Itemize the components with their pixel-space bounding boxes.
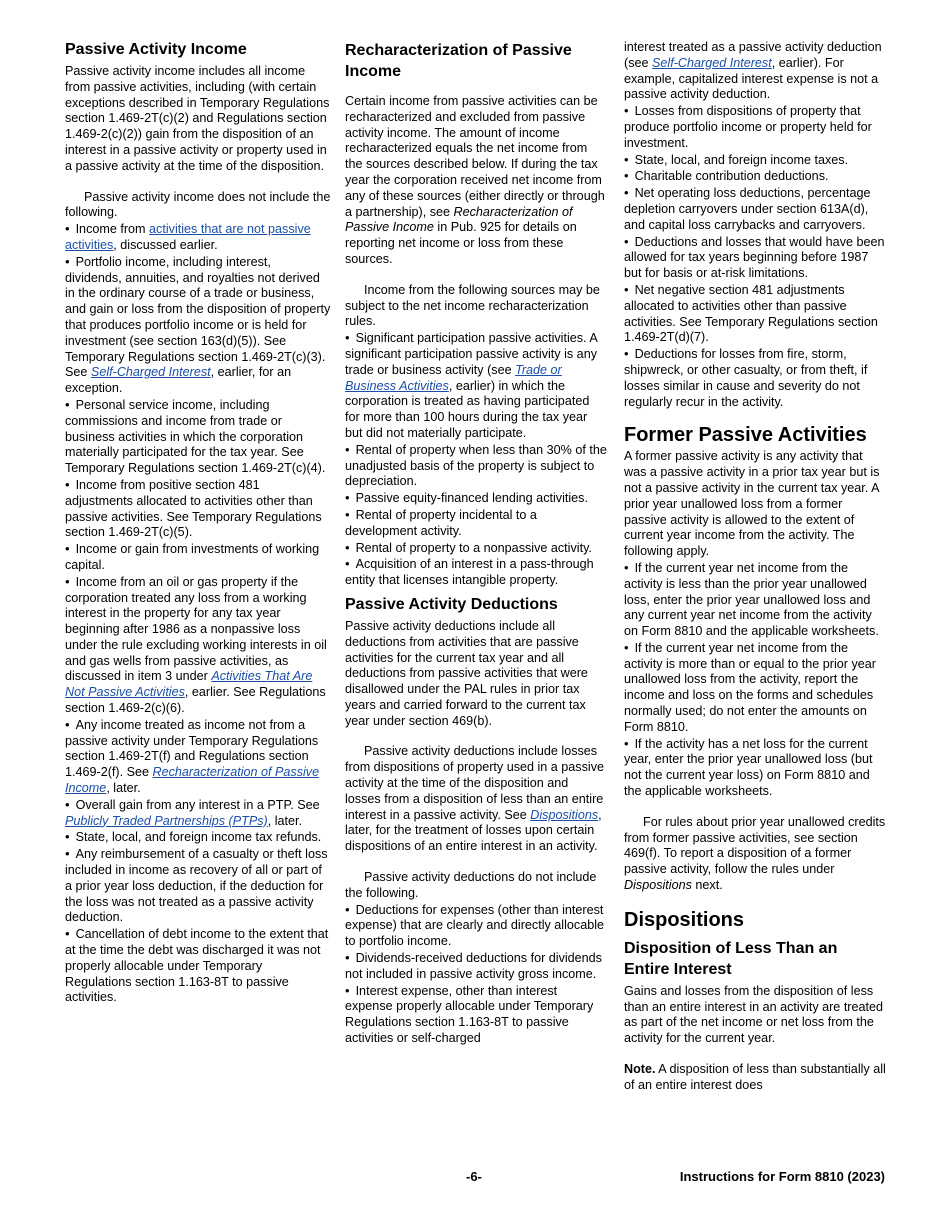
bullet-item: • Deductions and losses that would have been allowed for tax years beginning before 1987 but for basis or at-risk limitations. [624, 234, 886, 282]
bullet-item: • If the current year net income from the activity is more than or equal to the prior year unallowed loss from the activity, report the income and loss on the forms and schedules normally used; do not enter the amounts on Form 8810. [624, 640, 886, 736]
link-self-charged-interest-2[interactable]: Self-Charged Interest [652, 55, 772, 70]
bullet-item: • Portfolio income, including interest, dividends, annuities, and royalties not derived in the ordinary course of a trade or business, and gain or loss from the disposition of property that produces portfolio income or is held for investment (see section 163(d)(5)). See Temporary Regulations section 1.469-2T(c)(3). See Self-Charged Interest, earlier, for an exception. [65, 254, 331, 397]
link-trade-or-business-activities[interactable]: Trade or Business Activities [345, 362, 562, 393]
paragraph: Passive activity deductions do not include the following. [345, 870, 597, 900]
column-1 [65, 40, 331, 1006]
note-paragraph: Note. A disposition of less than substantially all of an entire interest does [624, 1062, 886, 1092]
page-number: -6- [466, 1169, 482, 1184]
bullet-item: • Deductions for losses from fire, storm, shipwreck, or other casualty, or from theft, if losses similar in cause and severity do not regularly recur in the activity. [624, 346, 886, 410]
paragraph: Passive activity income includes all income from passive activities, including (with certain exceptions described in Temporary Regulations section 1.469-2T(c)(2) and Regulations section 1.469-2(c)(2)) gain from the disposition of an interest in a passive activity or property used in a passive activity at the time of the disposition. [65, 64, 330, 173]
link-activities-not-passive[interactable]: activities that are not passive activities [65, 222, 311, 252]
section-heading-dispositions: Dispositions [624, 908, 745, 931]
bullet-item: • Rental of property to a nonpassive activity. [345, 540, 607, 557]
bullet-item: • Net operating loss deductions, percentage depletion carryovers under section 613A(d), and capital loss carrybacks and carryovers. [624, 185, 886, 233]
section-heading-passive-activity-income: Passive Activity Income [65, 41, 247, 58]
section-heading-passive-activity-deductions: Passive Activity Deductions [345, 595, 558, 613]
link-ptps[interactable]: Publicly Traded Partnerships (PTPs) [65, 813, 268, 828]
bullet-item: • Cancellation of debt income to the extent that at the time the debt was discharged it was not properly allocable under Temporary Regulations section 1.163-8T to passive activities. [65, 926, 331, 1006]
paragraph: A former passive activity is any activity that was a passive activity in a prior tax year but is not a passive activity in the current tax year. A prior year unallowed loss from a former passive activity is allowed to the extent of current year income from the activity. The following apply. [624, 449, 880, 559]
bullet-item: • Rental of property when less than 30% of the unadjusted basis of the property is subject to depreciation. [345, 442, 607, 490]
bullet-item: • Losses from dispositions of property that produce portfolio income or property held for investment. [624, 103, 886, 151]
bullet-item: • If the activity has a net loss for the current year, enter the prior year unallowed loss (but not the current year loss) on Form 8810 and the applicable worksheets. [624, 736, 886, 800]
bullet-item: • Any reimbursement of a casualty or theft loss included in income as recovery of all or part of a prior year loss deduction, if the deduction for the loss was not treated as a passive activity deduction. [65, 846, 331, 926]
bullet-item: • Interest expense, other than interest expense properly allocable under Temporary Regulations section 1.163-8T to passive activities or self-charged [345, 983, 607, 1047]
bullet-item: • State, local, and foreign income taxes. [624, 152, 886, 169]
paragraph: Certain income from passive activities can be recharacterized and excluded from passive activity income. The amount of income recharacterized equals the net income from the sources described below. If during the tax year the corporation received net income from any of these sources (either directly or through a partnership), see Recharacterization of Passive Income in Pub. 925 for details on reporting net income or loss from these sources. [345, 94, 605, 266]
bullet-item: • Income from positive section 481 adjustments allocated to activities other than passive activities. See Temporary Regulations section 1.469-2T(c)(5). [65, 477, 331, 541]
paragraph: Gains and losses from the disposition of less than an entire interest in an activity are treated as part of the net income or net loss from the activity for the current year. [624, 983, 884, 1046]
note-label: Note. [624, 1062, 656, 1077]
section-heading-former-passive-activities: Former Passive Activities [624, 424, 867, 447]
footer-title: Instructions for Form 8810 (2023) [679, 1169, 885, 1184]
paragraph: Passive activity income does not include the following. [65, 189, 331, 220]
column-3 [624, 40, 886, 1094]
link-dispositions[interactable]: Dispositions [530, 807, 599, 822]
bullet-item: • Charitable contribution deductions. [624, 168, 886, 185]
paragraph: For rules about prior year unallowed credits from former passive activities, see section 469(f). To report a disposition of a former passive activity, follow the rules under Dispositions next. [624, 814, 886, 893]
bullet-item: • Net negative section 481 adjustments allocated to activities other than passive activities. See Temporary Regulations section 1.469-2T(d)(7). [624, 282, 886, 346]
paragraph: Income from the following sources may be subject to the net income recharacterization rules. [345, 282, 600, 329]
link-self-charged-interest[interactable]: Self-Charged Interest [90, 365, 211, 380]
column-2 [345, 40, 607, 1047]
link-activities-not-passive-activities[interactable]: Activities That Are Not Passive Activities [65, 669, 313, 700]
bullet-item: • Acquisition of an interest in a pass-through entity that licenses intangible property. [345, 556, 607, 589]
subsection-heading-less-than-entire-interest: Disposition of Less Than an Entire Interest [624, 939, 838, 978]
bullet-item: • Rental of property incidental to a development activity. [345, 507, 607, 540]
bullet-item: • Income from activities that are not passive activities, discussed earlier. [65, 221, 331, 254]
paragraph: Passive activity deductions include losses from dispositions of property used in a passive activity at the time of the disposition and losses from a disposition of less than an entire interest in a passive activity. See Dispositions, later, for the treatment of losses upon certain dispositions of an entire interest in an activity. [345, 744, 605, 854]
paragraph: interest treated as a passive activity deduction (see Self-Charged Interest, earlier). For example, capitalized interest expense is not a passive activity deduction. [624, 40, 882, 102]
bullet-item: • Personal service income, including commissions and income from trade or business activities in which the corporation materially participated for the tax year. See Temporary Regulations section 1.469-2T(c)(4). [65, 397, 331, 477]
bullet-item: • Overall gain from any interest in a PTP. See Publicly Traded Partnerships (PTPs), later. [65, 797, 331, 830]
section-heading-recharacterization: Recharacterization of Passive Income [345, 42, 572, 80]
bullet-item: • Income or gain from investments of working capital. [65, 541, 331, 574]
bullet-item: • Passive equity-financed lending activities. [345, 490, 607, 507]
link-recharacterization[interactable]: Recharacterization of Passive Income [65, 765, 320, 796]
bullet-item: • Deductions for expenses (other than interest expense) that are clearly and directly allocable to portfolio income. [345, 902, 607, 950]
bullet-item: • If the current year net income from the activity is less than the prior year unallowed loss, enter the prior year unallowed loss and any current year net income from the activity on Form 8810 and the applicable worksheets. [624, 560, 886, 640]
bullet-item: • Any income treated as income not from a passive activity under Temporary Regulations section 1.469-2T(f) and Regulations section 1.469-2(f). See Recharacterization of Passive Income, later. [65, 717, 331, 797]
paragraph: Passive activity deductions include all deductions from activities that are passive activities for the current tax year and all deductions from passive activities that were disallowed under the PAL rules in prior tax years and carried forward to the current tax year under section 469(b). [345, 618, 588, 728]
bullet-item: • Income from an oil or gas property if the corporation treated any loss from a working interest in the property for any tax year beginning after 1986 as a nonpassive loss under the rule excluding working interests in oil and gas wells from passive activities, as discussed in item 3 under Activities That Are Not Passive Activities, earlier. See Regulations section 1.469-2(c)(6). [65, 574, 331, 717]
bullet-item: • State, local, and foreign income tax refunds. [65, 829, 331, 846]
bullet-item: • Dividends-received deductions for dividends not included in passive activity gross income. [345, 950, 607, 983]
bullet-item: • Significant participation passive activities. A significant participation passive activity is any trade or business activity (see Trade or Business Activities, earlier) in which the corporation is treated as having participated for more than 100 hours during the tax year but did not materially participate. [345, 330, 607, 442]
